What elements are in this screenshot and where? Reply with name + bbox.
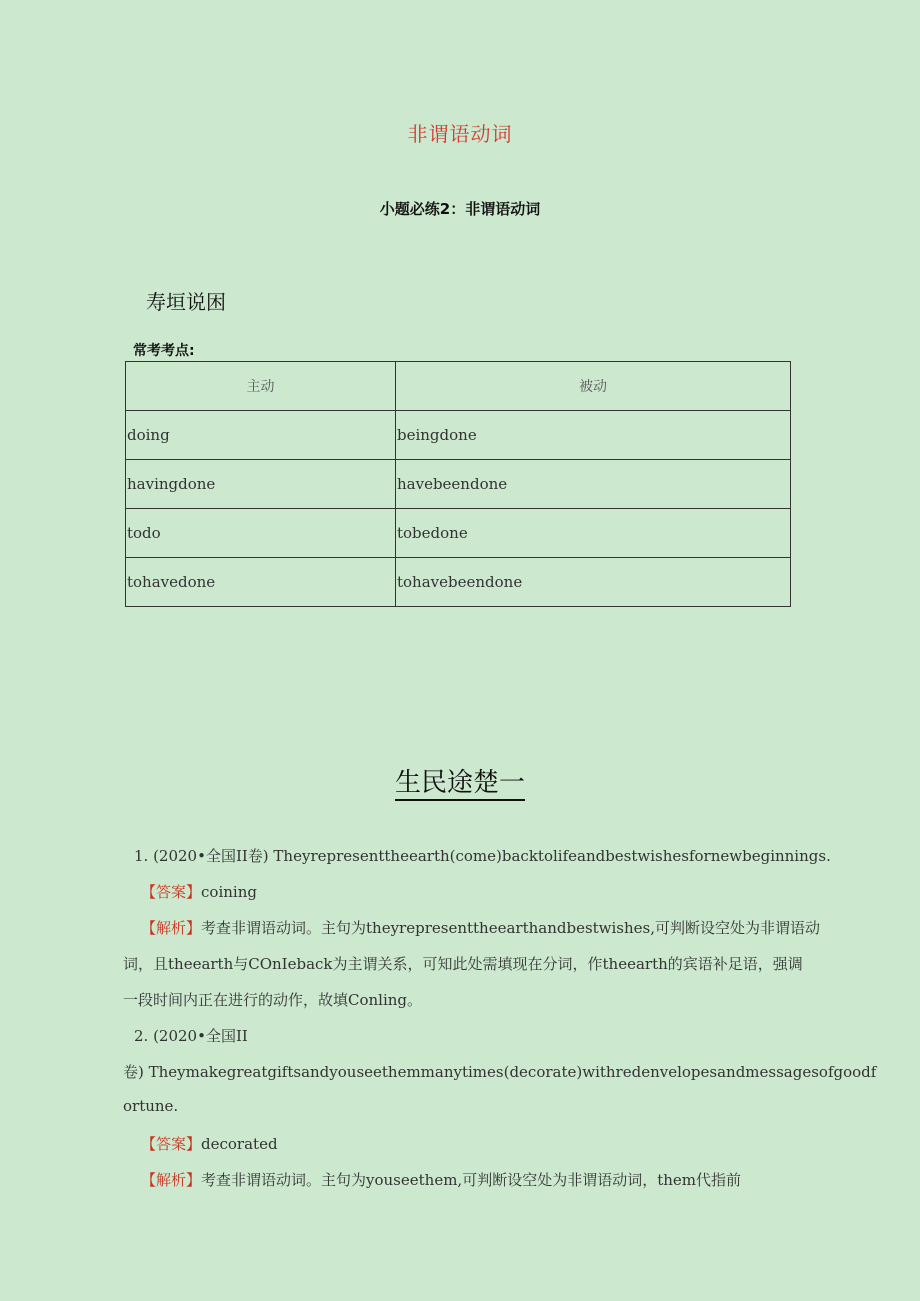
table-row [126,460,791,509]
answer-tag: 【答案】 [141,883,202,901]
question-1-answer [141,881,257,902]
table-header-row [126,362,791,411]
section-heading: 寿垣说困 [146,290,226,314]
table-header-active: 主动 [126,362,396,411]
table-cell: beingdone [396,411,791,460]
document-subtitle: 小题必练2：非谓语动词 [379,200,541,218]
table-header-passive: 被动 [396,362,791,411]
question-2-analysis [141,1169,741,1190]
table-cell: havingdone [126,460,396,509]
table-cell: tohavebeendone [396,558,791,607]
table-cell: tobedone [396,509,791,558]
answer-value: decorated [201,1135,278,1153]
analysis-line: 考查非谓语动词。主句为theyrepresenttheearthandbestwishes,可判断设空处为非谓语动 [201,919,821,937]
analysis-line: 词，且theearth与COnIeback为主谓关系，可知此处需填现在分词，作theearth的宾语补足语，强调 [123,955,803,973]
table-row [126,411,791,460]
table-row [126,558,791,607]
exercise-heading-text: 生民途楚一 [395,768,525,801]
question-2-text-cont: ortune. [123,1097,179,1115]
answer-value: coining [201,883,257,901]
analysis-line: 考查非谓语动词。主句为youseethem,可判断设空处为非谓语动词，them代指前 [201,1171,741,1189]
question-1-analysis [141,917,820,938]
table-cell: doing [126,411,396,460]
analysis-tag: 【解析】 [141,1171,202,1189]
question-2-answer [141,1133,278,1154]
exercise-heading [0,762,920,799]
question-2-text-cont: 卷) Theymakegreatgiftsandyouseethemmanytimes(decorate)withredenvelopesandmessagesofgoodf [123,1063,877,1081]
verb-form-table [125,361,791,607]
analysis-tag: 【解析】 [141,919,202,937]
table-caption: 常考考点: [133,343,195,359]
answer-tag: 【答案】 [141,1135,202,1153]
table-row [126,509,791,558]
document-title: 非谓语动词 [407,122,513,146]
analysis-line: 一段时间内正在进行的动作，故填Conling。 [123,991,423,1009]
table-cell: todo [126,509,396,558]
question-1-text: 1. (2020•全国II卷) Theyrepresenttheearth(come)backtolifeandbestwishesfornewbeginnings. [134,847,831,865]
question-2-text: 2. (2020•全国II [134,1027,248,1045]
table-cell: tohavedone [126,558,396,607]
table-cell: havebeendone [396,460,791,509]
